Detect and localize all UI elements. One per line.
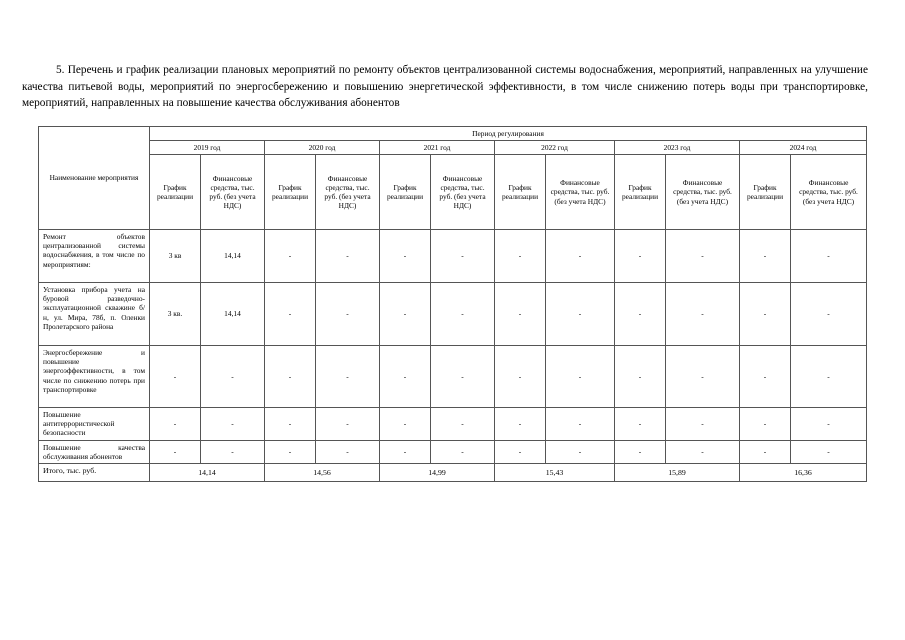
table-cell: - [265,283,316,346]
year-header: 2020 год [265,141,380,155]
year-header: 2021 год [380,141,495,155]
table-row [39,283,867,346]
table-cell: - [201,408,265,441]
table-cell: - [431,440,495,463]
table-cell: - [546,440,615,463]
table-cell: - [546,230,615,283]
table-cell: - [431,346,495,408]
table-cell: - [265,230,316,283]
table-cell: - [740,408,791,441]
table-cell: - [380,440,431,463]
total-cell: 16,36 [740,464,867,482]
table-cell: - [316,408,380,441]
table-cell: - [615,283,666,346]
total-cell: 14,99 [380,464,495,482]
year-header: 2022 год [495,141,615,155]
total-cell: 14,14 [150,464,265,482]
table-cell: - [495,346,546,408]
table-cell: - [316,283,380,346]
total-cell: 14,56 [265,464,380,482]
table-cell: - [431,283,495,346]
table-cell: - [201,346,265,408]
table-cell: - [495,408,546,441]
schedule-header: График реализации [150,155,201,230]
finance-header: Финансовые средства, тыс. руб. (без учета НДС) [546,155,615,230]
name-column-header: Наименование мероприятия [39,127,150,230]
table-cell: - [316,346,380,408]
plan-table [38,126,867,482]
table-cell: - [666,346,740,408]
table-cell: - [666,408,740,441]
total-cell: 15,43 [495,464,615,482]
table-cell: 14,14 [201,283,265,346]
section-heading: 5. Перечень и график реализации плановых мероприятий по ремонту объектов централизованной системы водоснабжения, мероприятий, направленных на улучшение качества питьевой воды, мероприятий по энергосбережению и повышению энергетической эффективности, в том числе снижению потерь воды при транспортировке, мероприятий, направленных на повышение качества обслуживания абонентов [22,64,868,110]
finance-header: Финансовые средства, тыс. руб. (без учета НДС) [431,155,495,230]
table-cell: - [791,408,867,441]
row-name: Повышение качества обслуживания абонентов [39,440,150,463]
table-cell: - [615,230,666,283]
total-row [39,464,867,482]
table-cell: - [380,408,431,441]
table-cell: - [615,346,666,408]
period-header: Период регулирования [150,127,867,141]
table-cell: 3 кв. [150,283,201,346]
table-row [39,346,867,408]
schedule-header: График реализации [380,155,431,230]
table-cell: - [666,283,740,346]
table-cell: 3 кв [150,230,201,283]
table-cell: - [791,346,867,408]
row-name: Установка прибора учета на буровой разведочно-эксплуатационной скважине б/н, ул. Мира, 78б, п. Оленки Пролетарского района [39,283,150,346]
table-cell: - [316,230,380,283]
table-row [39,408,867,441]
table-cell: - [740,230,791,283]
table-cell: - [740,283,791,346]
table-cell: - [265,346,316,408]
table-cell: - [495,230,546,283]
table-cell: - [150,346,201,408]
table-row [39,230,867,283]
table-cell: - [150,440,201,463]
schedule-header: График реализации [615,155,666,230]
table-cell: - [380,283,431,346]
schedule-header: График реализации [495,155,546,230]
table-cell: - [265,440,316,463]
total-cell: 15,89 [615,464,740,482]
finance-header: Финансовые средства, тыс. руб. (без учета НДС) [316,155,380,230]
schedule-header: График реализации [740,155,791,230]
table-cell: - [546,346,615,408]
table-cell: - [316,440,380,463]
year-header: 2024 год [740,141,867,155]
table-cell: - [495,440,546,463]
table-row [39,440,867,463]
table-cell: - [666,440,740,463]
year-header: 2019 год [150,141,265,155]
table-cell: - [265,408,316,441]
row-name: Энергосбережение и повышение энергоэффективности, в том числе по снижению потерь при транспортировке [39,346,150,408]
table-cell: - [495,283,546,346]
finance-header: Финансовые средства, тыс. руб. (без учета НДС) [201,155,265,230]
table-cell: - [431,408,495,441]
table-cell: - [791,283,867,346]
schedule-header: График реализации [265,155,316,230]
table-cell: - [615,440,666,463]
row-name: Повышение антитеррористической безопасности [39,408,150,441]
finance-header: Финансовые средства, тыс. руб. (без учета НДС) [791,155,867,230]
year-header: 2023 год [615,141,740,155]
table-cell: - [791,440,867,463]
table-cell: 14,14 [201,230,265,283]
table-cell: - [791,230,867,283]
finance-header: Финансовые средства, тыс. руб. (без учета НДС) [666,155,740,230]
total-label: Итого, тыс. руб. [39,464,150,482]
table-cell: - [431,230,495,283]
table-cell: - [740,440,791,463]
table-cell: - [546,283,615,346]
table-cell: - [615,408,666,441]
table-cell: - [150,408,201,441]
table-cell: - [380,346,431,408]
table-cell: - [380,230,431,283]
table-cell: - [201,440,265,463]
table-cell: - [546,408,615,441]
table-cell: - [740,346,791,408]
row-name: Ремонт объектов централизованной системы водоснабжения, в том числе по мероприятиям: [39,230,150,283]
table-cell: - [666,230,740,283]
